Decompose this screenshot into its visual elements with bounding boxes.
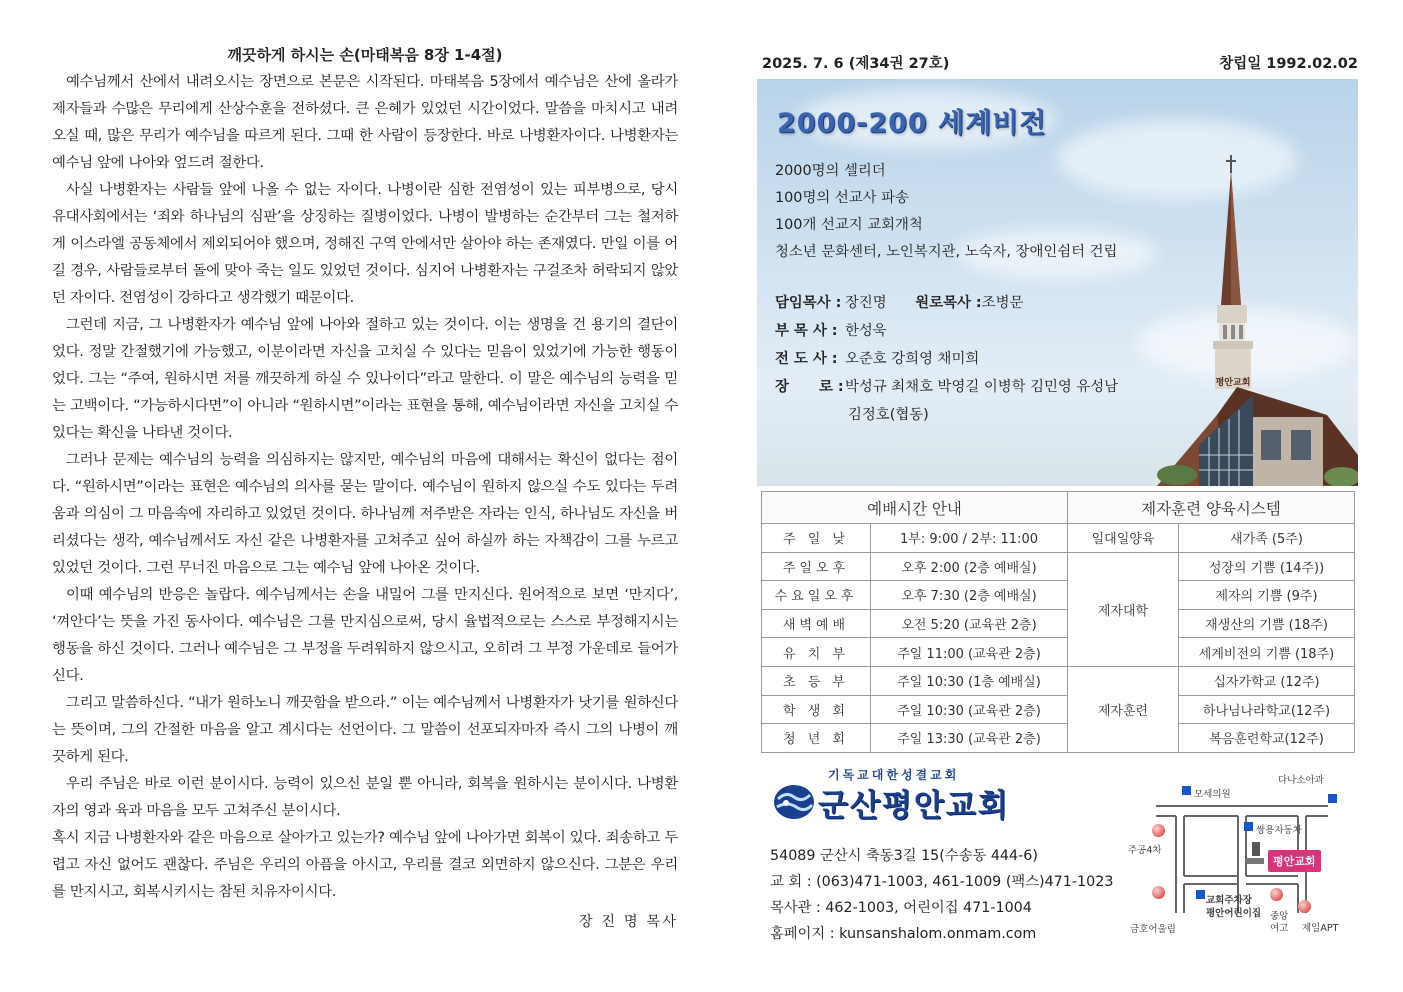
service-name: 주일오후 <box>762 552 871 581</box>
map-label-jungang-2: 여고 <box>1270 923 1289 934</box>
service-time: 주일 13:30 (교육관 2층) <box>871 724 1068 753</box>
location-map <box>1118 768 1358 948</box>
program-group: 일대일양육 <box>1068 524 1179 553</box>
service-name: 유 치 부 <box>762 638 871 667</box>
phone: 교 회 : (063)471-1003, 461-1009 (팩스)471-1023 <box>770 874 1114 890</box>
service-time: 주일 10:30 (1층 예배실) <box>871 666 1068 695</box>
staff-list <box>775 289 1118 429</box>
denomination-name: 기독교대한성결교회 <box>828 768 960 782</box>
sermon-paragraph: 사실 나병환자는 사람들 앞에 나올 수 없는 자이다. 나병이란 심한 전염성이 있는 피부병으로, 당시 유대사회에서는 ‘죄와 하나님의 심판’을 상징하는 질병이었다. 나병이 발병하는 순간부터 그는 철저하게 이스라엘 공동체에서 제외되어야 했으며, 정해진 구역 안에서만 살아야 하는 존재였다. 만일 이를 어길 경우, 사람들로부터 돌에 맞아 죽는 일도 있었던 것이다. 심지어 나병환자는 구걸조차 허락되지 않았던 자이다. 전염성이 강하다고 생각했기 때문이다. <box>52 182 678 306</box>
church-sign: 평안교회 <box>1215 378 1251 388</box>
vision-panel <box>757 79 1358 486</box>
service-time: 오전 5:20 (교육관 2층) <box>871 609 1068 638</box>
sermon-paragraph: 그러나 문제는 예수님의 능력을 의심하지는 않지만, 예수님의 마음에 대해서는 확신이 없다는 점이다. “원하시면”이라는 표현은 예수님의 의사를 묻는 말이다. 예수님이 원하지 않으실 수도 있다는 두려움과 의심이 그 마음속에 자리하고 있었던 것이다. 하나님께 저주받은 자라는 인식, 하나님도 자신을 버리셨다는 생각, 예수님께서도 자신 같은 나병환자를 고쳐주고 싶어 하실까 하는 자책감이 그를 누르고 있었던 것이다. 그런 무너진 마음으로 그는 예수님 앞에 나아온 것이다. <box>52 452 678 576</box>
program-name: 성장의 기쁨 (14주)) <box>1179 552 1355 581</box>
associate-label: 부 목 사 : <box>775 323 838 339</box>
staff-row-senior <box>775 289 1118 317</box>
map-label-jeil: 제일APT <box>1302 923 1339 934</box>
program-name: 제자의 기쁨 (9주) <box>1179 581 1355 610</box>
service-time: 주일 11:00 (교육관 2층) <box>871 638 1068 667</box>
church-name: 군산평안교회 <box>818 788 1010 824</box>
church-map-icon <box>1252 842 1260 856</box>
table-row <box>762 609 1355 638</box>
service-name: 수요일오후 <box>762 581 871 610</box>
bulletin-date: 2025. 7. 6 (제34권 27호) <box>762 56 950 72</box>
contact-info <box>770 843 1113 947</box>
goal-item: 100개 선교지 교회개척 <box>775 217 923 233</box>
staff-row-associate <box>775 317 1118 345</box>
church-logo-icon <box>772 783 816 821</box>
table-row <box>762 638 1355 667</box>
church-map-base-icon <box>1246 858 1264 864</box>
homepage-link[interactable]: 홈페이지 : kunsanshalom.onmam.com <box>770 926 1037 942</box>
parsonage-phone: 목사관 : 462-1003, 어린이집 471-1004 <box>770 900 1032 916</box>
sermon-paragraph: 이때 예수님의 반응은 놀랍다. 예수님께서는 손을 내밀어 그를 만지신다. 원어적으로 보면 ‘만지다’, ‘껴안다’는 뜻을 가진 동사이다. 예수님은 그를 만지심으로써, 당시 율법적으로는 스스로 부정해지시는 행동을 하신 것이다. 그러나 예수님은 그 부정을 두려워하지 않으시고, 오히려 그 부정 가운데로 들어가신다. <box>52 587 678 684</box>
map-label-geumho: 금호어울림 <box>1130 924 1176 935</box>
map-marker-jeil <box>1298 900 1311 913</box>
map-label-kindergarten: 평안어린이집 <box>1206 908 1262 919</box>
worship-header: 예배시간 안내 <box>762 492 1068 524</box>
senior-pastor-label: 담임목사 : <box>775 295 842 311</box>
program-name: 복음훈련학교(12주) <box>1179 724 1355 753</box>
program-name: 하나님나라학교(12주) <box>1179 695 1355 724</box>
program-group: 제자훈련 <box>1068 666 1179 752</box>
map-label-parking: 교회주차장 <box>1206 895 1252 906</box>
discipleship-header: 제자훈련 양육시스템 <box>1068 492 1355 524</box>
elder-pastor-label: 원로목사 : <box>915 295 982 311</box>
vision-goals <box>775 158 1117 266</box>
senior-pastor-name: 장진명 <box>845 295 887 311</box>
map-marker-ssangyong <box>1244 822 1253 831</box>
program-name: 십자가학교 (12주) <box>1179 666 1355 695</box>
map-marker-jungang <box>1270 888 1283 901</box>
map-pin-church: 평안교회 <box>1268 850 1321 872</box>
service-name: 새벽예배 <box>762 609 871 638</box>
service-name: 청 년 회 <box>762 724 871 753</box>
staff-row-elders-cont: 김정호(협동) <box>848 407 929 423</box>
service-time: 오후 2:00 (2층 예배실) <box>871 552 1068 581</box>
program-name: 재생산의 기쁨 (18주) <box>1179 609 1355 638</box>
service-name: 주 일 낮 <box>762 524 871 553</box>
map-label-mose: 모세의원 <box>1194 789 1231 800</box>
church-building-image <box>1157 155 1358 486</box>
service-name: 학 생 회 <box>762 695 871 724</box>
sermon-closing: 혹시 지금 나병환자와 같은 마음으로 살아가고 있는가? 예수님 앞에 나아가면 회복이 있다. 죄송하고 두렵고 자신 없어도 괜찮다. 주님은 우리의 아픔을 아시고, 우리를 결코 외면하지 않으신다. 그분은 우리를 만지시고, 회복시키시는 참된 치유자이시다. <box>52 830 678 900</box>
map-marker-geumho <box>1152 886 1165 899</box>
vision-title: 2000-200 세계비전 <box>777 108 1047 139</box>
address: 54089 군산시 축동3길 15(수송동 444-6) <box>770 848 1038 864</box>
staff-row-evangelist <box>775 345 1118 373</box>
elder-pastor-name: 조병문 <box>981 295 1024 311</box>
table-row <box>762 524 1355 553</box>
program-name: 새가족 (5주) <box>1179 524 1355 553</box>
sermon-paragraph: 예수님께서 산에서 내려오시는 장면으로 본문은 시작된다. 마태복음 5장에서 예수님은 산에 올라가 제자들과 수많은 무리에게 산상수훈을 전하셨다. 큰 은혜가 있었던 시간이었다. 말씀을 마치시고 내려오실 때, 많은 무리가 예수님을 따르게 된다. 그때 한 사람이 등장한다. 바로 나병환자이다. 나병환자는 예수님 앞에 나아와 엎드려 절한다. <box>52 74 678 171</box>
schedule-table <box>761 491 1355 753</box>
sermon-title: 깨끗하게 하시는 손(마태복음 8장 1-4절) <box>227 46 503 64</box>
table-row <box>762 695 1355 724</box>
goal-item: 2000명의 셀리더 <box>775 163 886 179</box>
program-group: 제자대학 <box>1068 552 1179 666</box>
map-label-daiso: 다나소아과 <box>1278 775 1324 786</box>
map-label-jungang: 중앙 <box>1270 911 1289 922</box>
sermon-paragraph: 그리고 말씀하신다. “내가 원하노니 깨끗함을 받으라.” 이는 예수님께서 나병환자가 낫기를 원하신다는 뜻이며, 그의 간절한 마음을 알고 계시다는 선언이다. 그 말씀이 선포되자마자 즉시 그의 나병이 깨끗하게 된다. <box>52 695 678 765</box>
associate-name: 한성욱 <box>845 323 887 339</box>
map-label-jugong: 주공4차 <box>1128 845 1162 856</box>
founded-date: 창립일 1992.02.02 <box>1219 56 1358 72</box>
service-time: 주일 10:30 (교육관 2층) <box>871 695 1068 724</box>
table-row <box>762 724 1355 753</box>
map-label-ssangyong: 쌍용자동차 <box>1256 825 1302 836</box>
sermon-column <box>52 44 678 931</box>
table-row <box>762 666 1355 695</box>
service-name: 초 등 부 <box>762 666 871 695</box>
goal-item: 100명의 선교사 파송 <box>775 190 909 206</box>
sermon-author: 장 진 명 목사 <box>578 914 678 930</box>
map-marker-jugong <box>1152 824 1165 837</box>
elders-names: 박성규 최채호 박영길 이병학 김민영 유성남 <box>845 379 1119 395</box>
service-time: 오후 7:30 (2층 예배실) <box>871 581 1068 610</box>
service-time: 1부: 9:00 / 2부: 11:00 <box>871 524 1068 553</box>
table-row <box>762 581 1355 610</box>
sermon-paragraph: 우리 주님은 바로 이런 분이시다. 능력이 있으신 분일 뿐 아니라, 회복을 원하시는 분이시다. 나병환자의 영과 육과 마음을 모두 고쳐주신 분이시다. <box>52 776 678 819</box>
sermon-paragraph: 그런데 지금, 그 나병환자가 예수님 앞에 나아와 절하고 있는 것이다. 이는 생명을 건 용기의 결단이었다. 정말 간절했기에 가능했고, 이분이라면 자신을 고치실 수 있다는 믿음이 있었기에 가능한 행동이었다. 그는 “주여, 원하시면 저를 깨끗하게 하실 수 있나이다”라고 말한다. 이 말은 예수님의 능력을 믿는 고백이다. “가능하시다면”이 아니라 “원하시면”이라는 표현을 통해, 예수님이라면 자신을 고치실 수 있다는 확신을 나타낸 것이다. <box>52 317 678 441</box>
goal-item: 청소년 문화센터, 노인복지관, 노숙자, 장애인쉼터 건립 <box>775 244 1118 260</box>
evangelist-names: 오준호 강희영 채미희 <box>845 351 980 367</box>
map-marker-mose <box>1182 786 1191 795</box>
table-row <box>762 552 1355 581</box>
evangelist-label: 전 도 사 : <box>775 351 838 367</box>
staff-row-elders <box>775 373 1118 401</box>
map-marker-parking <box>1196 890 1205 899</box>
map-marker-daiso <box>1328 794 1337 803</box>
program-name: 세계비전의 기쁨 (18주) <box>1179 638 1355 667</box>
elders-label: 장 로 : <box>775 379 844 395</box>
